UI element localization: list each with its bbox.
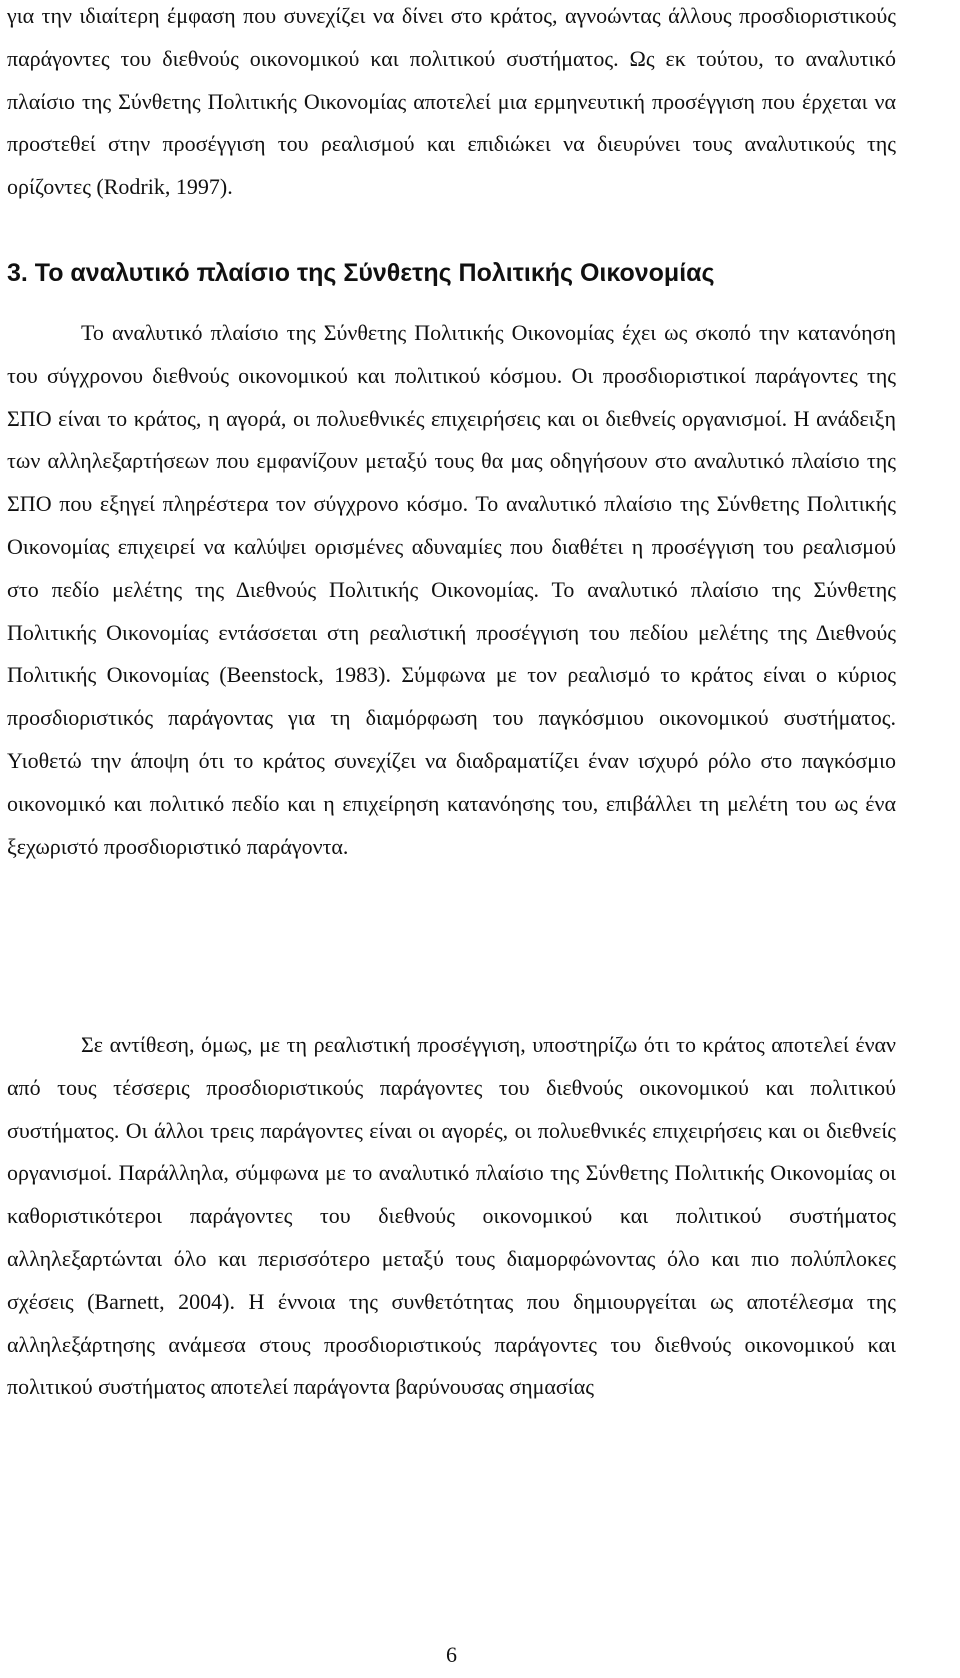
body-paragraph-1: Το αναλυτικό πλαίσιο της Σύνθετης Πολιτικής Οικονομίας έχει ως σκοπό την κατανόηση του σύγχρονου διεθνούς οικονομικού και πολιτικού κόσμου. Οι προσδιοριστικοί παράγοντες της ΣΠΟ είναι το κράτος, η αγορά, οι πολυεθνικές επιχειρήσεις και οι διεθνείς οργανισμοί. Η ανάδειξη των αλληλεξαρτήσεων που εμφανίζουν μεταξύ τους θα μας οδηγήσουν στο αναλυτικό πλαίσιο της ΣΠΟ που εξηγεί πληρέστερα τον σύγχρονο κόσμο. Το αναλυτικό πλαίσιο της Σύνθετης Πολιτικής Οικονομίας επιχειρεί να καλύψει ορισμένες αδυναμίες που διαθέτει η προσέγγιση του ρεαλισμού στο πεδίο μελέτης της Διεθνούς Πολιτικής Οικονομίας. Το αναλυτικό πλαίσιο της Σύνθετης Πολιτικής Οικονομίας εντάσσεται στη ρεαλιστική προσέγγιση του πεδίου μελέτης της Διεθνούς Πολιτικής Οικονομίας (Beenstock, 1983). Σύμφωνα με τον ρεαλισμό το κράτος είναι ο κύριος προσδιοριστικός παράγοντας για τη διαμόρφωση του παγκόσμιου οικονομικού συστήματος. Υιοθετώ την άποψη ότι το κράτος συνεχίζει να διαδραματίζει έναν ισχυρό ρόλο στο παγκόσμιο οικονομικό και πολιτικό πεδίο και η επιχείρηση κατανόησης του, επιβάλλει τη μελέτη του ως ένα ξεχωριστό προσδιοριστικό παράγοντα. [7,320,896,859]
section-heading: 3. Το αναλυτικό πλαίσιο της Σύνθετης Πολιτικής Οικονομίας [7,259,715,287]
page-number: 6 [446,1642,457,1667]
continued-paragraph: για την ιδιαίτερη έμφαση που συνεχίζει να δίνει στο κράτος, αγνοώντας άλλους προσδιοριστικούς παράγοντες του διεθνούς οικονομικού και πολιτικού συστήματος. Ως εκ τούτου, το αναλυτικό πλαίσιο της Σύνθετης Πολιτικής Οικονομίας αποτελεί μια ερμηνευτική προσέγγιση που έρχεται να προστεθεί στην προσέγγιση του ρεαλισμού και επιδιώκει να διευρύνει τους αναλυτικούς της ορίζοντες (Rodrik, 1997). [7,3,896,200]
body-paragraph-2: Σε αντίθεση, όμως, με τη ρεαλιστική προσέγγιση, υποστηρίζω ότι το κράτος αποτελεί έναν από τους τέσσερις προσδιοριστικούς παράγοντες του διεθνούς οικονομικού και πολιτικού συστήματος. Οι άλλοι τρεις παράγοντες είναι οι αγορές, οι πολυεθνικές επιχειρήσεις και οι διεθνείς οργανισμοί. Παράλληλα, σύμφωνα με το αναλυτικό πλαίσιο της Σύνθετης Πολιτικής Οικονομίας οι καθοριστικότεροι παράγοντες του διεθνούς οικονομικού και πολιτικού συστήματος αλληλεξαρτώνται όλο και περισσότερο μεταξύ τους διαμορφώνοντας όλο και πιο πολύπλοκες σχέσεις (Barnett, 2004). Η έννοια της συνθετότητας που δημιουργείται ως αποτέλεσμα της αλληλεξάρτησης ανάμεσα στους προσδιοριστικούς παράγοντες του διεθνούς οικονομικού και πολιτικού συστήματος αποτελεί παράγοντα βαρύνουσας σημασίας [7,1032,896,1400]
